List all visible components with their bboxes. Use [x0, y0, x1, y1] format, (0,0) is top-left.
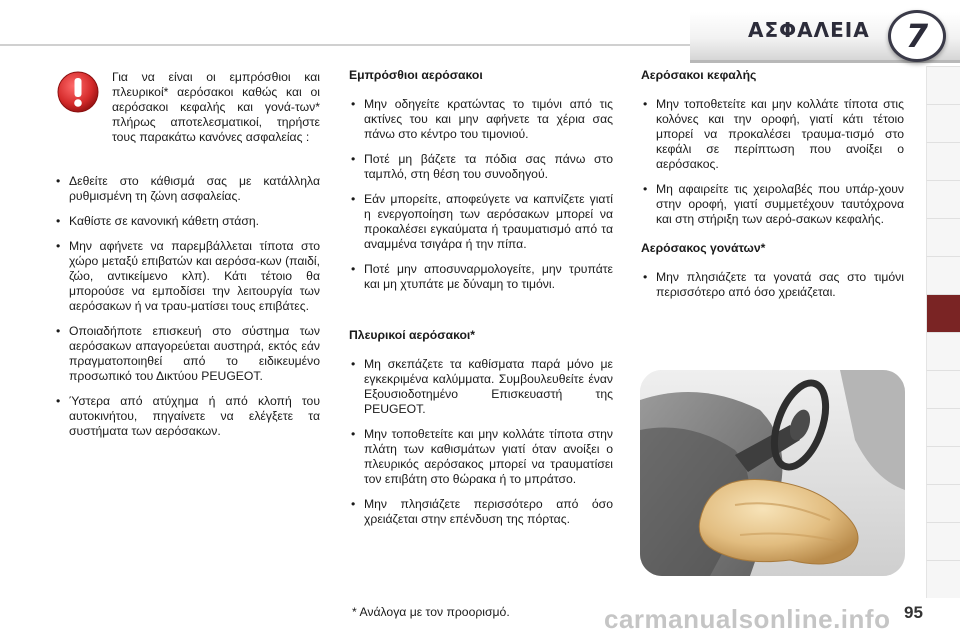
list-item: • Οποιαδήποτε επισκευή στο σύστημα των αερόσακων απαγορεύεται αυστηρά, εκτός εάν πραγματοποιηθεί από το ειδικευμένο προσωπικό του Δικτύου PEUGEOT. — [54, 324, 320, 384]
knee-airbag-drawing — [640, 370, 905, 576]
list-item: • Ποτέ μην αποσυναρμολογείτε, μην τρυπάτε και μη χτυπάτε με δύναμη το τιμόνι. — [349, 262, 613, 292]
chapter-tabs — [926, 66, 960, 586]
section-title-front-airbags: Εμπρόσθιοι αερόσακοι — [349, 68, 483, 82]
section-title-head-airbags: Αερόσακοι κεφαλής — [641, 68, 757, 82]
list-item: • Μη αφαιρείτε τις χειρολαβές που υπάρ-χουν στην οροφή, γιατί συμμετέχουν ταυτόχρονα και στη στήριξη των αερό-σακων κεφαλής. — [641, 182, 904, 227]
section-title-knee-airbag: Αερόσακος γονάτων* — [641, 241, 766, 255]
chapter-tab[interactable] — [926, 332, 960, 370]
chapter-title: ΑΣΦΑΛΕΙΑ — [748, 18, 870, 42]
footnote: * Ανάλογα με τον προορισμό. — [352, 605, 510, 619]
column-front-side-airbags — [349, 68, 613, 537]
chapter-tab[interactable] — [926, 560, 960, 598]
list-item: • Μην πλησιάζετε περισσότερο από όσο χρειάζεται στην επένδυση της πόρτας. — [349, 497, 613, 527]
list-item: • Μην οδηγείτε κρατώντας το τιμόνι από τις ακτίνες του και μην αφήνετε τα χέρια σας πάνω στο κέντρο του τιμονιού. — [349, 97, 613, 142]
list-item: • Ύστερα από ατύχημα ή από κλοπή του αυτοκινήτου, πηγαίνετε να ελέγξετε τα συστήματα των αερόσακων. — [54, 394, 320, 439]
column-head-knee-airbags — [641, 68, 904, 310]
chapter-tab[interactable] — [926, 218, 960, 256]
watermark-text: carmanualsonline.info — [604, 604, 891, 634]
chapter-tab[interactable] — [926, 484, 960, 522]
section-title-side-airbags: Πλευρικοί αερόσακοι* — [349, 328, 476, 342]
list-item: • Μην τοποθετείτε και μην κολλάτε τίποτα στις κολόνες και την οροφή, γιατί κάτι τέτοιο μπορεί να προκαλέσει τραυμα-τισμό στο κεφάλι σε περίπτωση που ανοίξει ο αερόσακος. — [641, 97, 904, 172]
chapter-tab[interactable] — [926, 408, 960, 446]
chapter-tab[interactable] — [926, 370, 960, 408]
warning-exclamation-icon — [56, 70, 100, 114]
list-item: • Μην τοποθετείτε και μην κολλάτε τίποτα στην πλάτη των καθισμάτων γιατί όταν ανοίξει ο πλευρικός αερόσακος μπορεί να τραυματίσει τον επιβάτη στο θώρακα ή το μπράτσο. — [349, 427, 613, 487]
chapter-tab-active[interactable] — [926, 294, 960, 332]
page-number: 95 — [904, 603, 923, 622]
chapter-tab[interactable] — [926, 104, 960, 142]
list-item: • Ποτέ μη βάζετε τα πόδια σας πάνω στο ταμπλό, στη θέση του συνοδηγού. — [349, 152, 613, 182]
list-item: • Μην πλησιάζετε τα γονατά σας στο τιμόνι περισσότερο από όσο χρειάζεται. — [641, 270, 904, 300]
intro-paragraph: Για να είναι οι εμπρόσθιοι και πλευρικοί* αερόσακοι καθώς και οι αερόσακοι κεφαλής και γονά-των* πλήρως αποτελεσματικοί, τηρήστε τους παρακάτω κανόνες ασφαλείας : — [112, 70, 320, 144]
chapter-tab[interactable] — [926, 66, 960, 104]
chapter-tab[interactable] — [926, 180, 960, 218]
chapter-tab[interactable] — [926, 142, 960, 180]
chapter-number: 7 — [905, 17, 929, 55]
chapter-tab[interactable] — [926, 522, 960, 560]
chapter-tab[interactable] — [926, 256, 960, 294]
list-item: • Μη σκεπάζετε τα καθίσματα παρά μόνο με εγκεκριμένα καλύμματα. Συμβουλευθείτε έναν Εξουσιοδοτημένο Επισκευαστή της PEUGEOT. — [349, 357, 613, 417]
list-item: • Εάν μπορείτε, αποφεύγετε να καπνίζετε γιατί η ενεργοποίηση των αερόσακων μπορεί να προκαλέσει εγκαύματα ή τραυματισμό από τα αναμμένα τσιγάρα ή την πίπα. — [349, 192, 613, 252]
list-item: • Καθίστε σε κανονική κάθετη στάση. — [54, 214, 320, 229]
chapter-tab[interactable] — [926, 446, 960, 484]
knee-airbag-illustration — [640, 370, 905, 576]
list-item: • Μην αφήνετε να παρεμβάλλεται τίποτα στο χώρο μεταξύ επιβατών και αερόσα-κων (παιδί, ζώο, αντικείμενο κλπ). Κάτι τέτοιο θα μπορούσε να εμποδίσει την λειτουργία των αερόσακων ή να τραυ-ματίσει τους επιβάτες. — [54, 239, 320, 314]
chapter-number-badge — [888, 10, 946, 62]
general-rules — [54, 174, 320, 449]
list-item: • Δεθείτε στο κάθισμά σας με κατάλληλα ρυθμισμένη τη ζώνη ασφαλείας. — [54, 174, 320, 204]
